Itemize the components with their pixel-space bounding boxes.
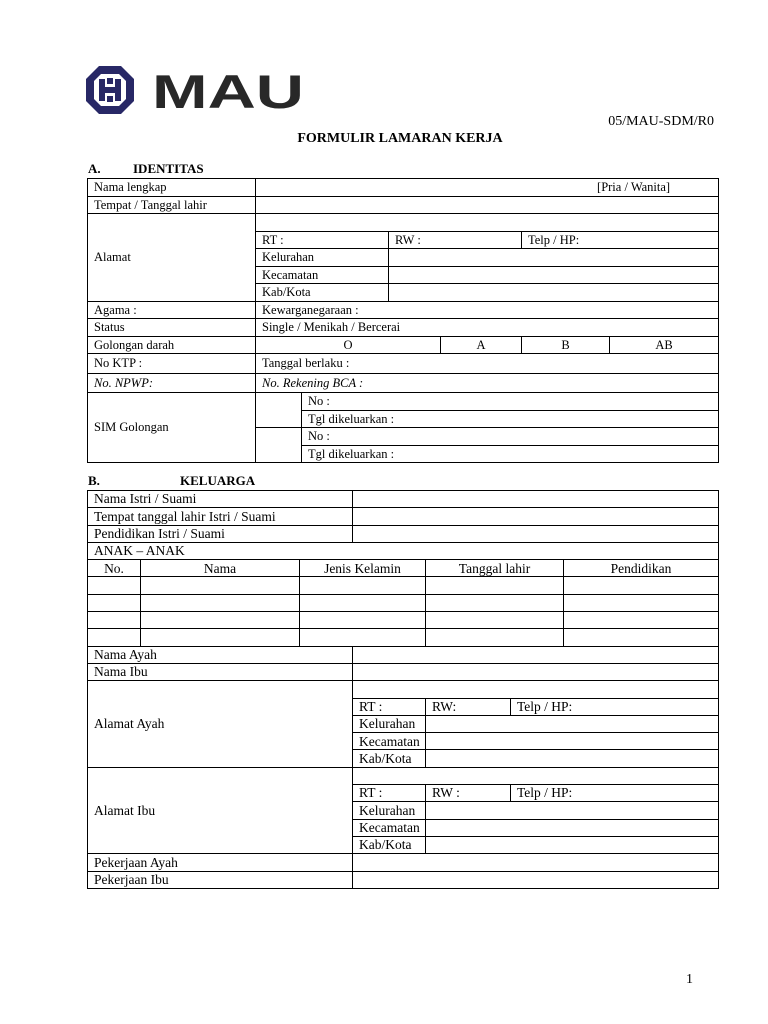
identity-table <box>87 178 719 463</box>
field-rw[interactable]: RW : <box>389 231 522 249</box>
ibu-label-kecamatan: Kecamatan <box>353 819 426 836</box>
section-a-heading <box>88 161 288 177</box>
col-header-nama: Nama <box>141 560 300 577</box>
label-sim-golongan: SIM Golongan <box>88 393 256 463</box>
section-a-title: IDENTITAS <box>133 161 204 176</box>
blood-type-ab[interactable]: AB <box>610 336 719 354</box>
field-agama[interactable]: Agama : <box>88 301 256 319</box>
field-alamat-ibu[interactable] <box>353 767 719 784</box>
document-number: 05/MAU-SDM/R0 <box>608 114 714 129</box>
sim-1-no[interactable]: No : <box>302 393 719 411</box>
field-tanggal-berlaku[interactable]: Tanggal berlaku : <box>256 354 719 374</box>
cell-no[interactable] <box>88 629 141 646</box>
cell-no[interactable] <box>88 612 141 629</box>
form-title: FORMULIR LAMARAN KERJA <box>297 131 503 146</box>
col-header-pendidikan: Pendidikan <box>564 560 719 577</box>
col-header-tanggal-lahir: Tanggal lahir <box>426 560 564 577</box>
field-kab-kota[interactable] <box>389 284 719 302</box>
blood-type-o[interactable]: O <box>256 336 441 354</box>
cell-tanggal-lahir[interactable] <box>426 594 564 611</box>
label-kab-kota: Kab/Kota <box>256 284 389 302</box>
sim-type-2-field[interactable] <box>256 428 302 463</box>
ibu-field-kab-kota[interactable] <box>426 836 719 853</box>
field-kecamatan[interactable] <box>389 266 719 284</box>
field-alamat-ayah[interactable] <box>353 681 719 698</box>
field-no-npwp[interactable]: No. NPWP: <box>88 374 256 393</box>
table-row <box>88 612 719 629</box>
ibu-field-rt[interactable]: RT : <box>353 785 426 802</box>
company-logo <box>86 66 308 116</box>
field-ttl-istri-suami[interactable] <box>353 508 719 525</box>
section-a-number: A. <box>88 161 101 176</box>
label-nama-lengkap: Nama lengkap <box>88 179 256 197</box>
sim-type-1-field[interactable] <box>256 393 302 428</box>
label-kecamatan: Kecamatan <box>256 266 389 284</box>
ibu-field-rw[interactable]: RW : <box>426 785 511 802</box>
cell-pendidikan[interactable] <box>564 577 719 594</box>
label-ttl-istri-suami: Tempat tanggal lahir Istri / Suami <box>88 508 353 525</box>
field-telp[interactable]: Telp / HP: <box>522 231 719 249</box>
sim-2-no[interactable]: No : <box>302 428 719 446</box>
sim-2-tgl[interactable]: Tgl dikeluarkan : <box>302 445 719 463</box>
table-row <box>88 594 719 611</box>
sim-1-tgl[interactable]: Tgl dikeluarkan : <box>302 410 719 428</box>
field-pekerjaan-ibu[interactable] <box>353 871 719 888</box>
label-pekerjaan-ibu: Pekerjaan Ibu <box>88 871 353 888</box>
label-kelurahan: Kelurahan <box>256 249 389 267</box>
ibu-field-kecamatan[interactable] <box>426 819 719 836</box>
ayah-field-kab-kota[interactable] <box>426 750 719 767</box>
cell-tanggal-lahir[interactable] <box>426 612 564 629</box>
cell-jenis-kelamin[interactable] <box>300 577 426 594</box>
section-b-title: KELUARGA <box>180 473 256 488</box>
logo-emblem-icon <box>86 66 134 114</box>
cell-jenis-kelamin[interactable] <box>300 629 426 646</box>
label-anak-anak: ANAK – ANAK <box>88 542 719 559</box>
field-alamat[interactable] <box>256 214 719 232</box>
label-nama-ayah: Nama Ayah <box>88 646 353 663</box>
blood-type-b[interactable]: B <box>522 336 610 354</box>
field-pendidikan-istri-suami[interactable] <box>353 525 719 542</box>
ayah-label-kecamatan: Kecamatan <box>353 733 426 750</box>
label-nama-ibu: Nama Ibu <box>88 663 353 680</box>
gender-field[interactable]: [Pria / Wanita] <box>256 179 719 197</box>
cell-pendidikan[interactable] <box>564 594 719 611</box>
cell-tanggal-lahir[interactable] <box>426 629 564 646</box>
label-tempat-tanggal-lahir: Tempat / Tanggal lahir <box>88 196 256 214</box>
cell-nama[interactable] <box>141 594 300 611</box>
table-row <box>88 629 719 646</box>
ayah-label-kab-kota: Kab/Kota <box>353 750 426 767</box>
label-alamat-ayah: Alamat Ayah <box>88 681 353 767</box>
table-row <box>88 577 719 594</box>
ayah-field-rt[interactable]: RT : <box>353 698 426 715</box>
cell-jenis-kelamin[interactable] <box>300 594 426 611</box>
col-header-jenis-kelamin: Jenis Kelamin <box>300 560 426 577</box>
field-nama-ayah[interactable] <box>353 646 719 663</box>
field-no-ktp[interactable]: No KTP : <box>88 354 256 374</box>
field-no-rekening[interactable]: No. Rekening BCA : <box>256 374 719 393</box>
ayah-field-kecamatan[interactable] <box>426 733 719 750</box>
field-nama-istri-suami[interactable] <box>353 491 719 508</box>
family-table <box>87 490 719 889</box>
ayah-field-telp[interactable]: Telp / HP: <box>511 698 719 715</box>
field-kelurahan[interactable] <box>389 249 719 267</box>
cell-tanggal-lahir[interactable] <box>426 577 564 594</box>
field-pekerjaan-ayah[interactable] <box>353 854 719 871</box>
cell-no[interactable] <box>88 577 141 594</box>
section-b-number: B. <box>88 473 100 488</box>
label-alamat-ibu: Alamat Ibu <box>88 767 353 853</box>
label-status: Status <box>88 319 256 337</box>
field-nama-ibu[interactable] <box>353 663 719 680</box>
page-number: 1 <box>686 972 693 987</box>
ibu-label-kab-kota: Kab/Kota <box>353 836 426 853</box>
field-rt[interactable]: RT : <box>256 231 389 249</box>
cell-nama[interactable] <box>141 629 300 646</box>
ibu-field-telp[interactable]: Telp / HP: <box>511 785 719 802</box>
label-pekerjaan-ayah: Pekerjaan Ayah <box>88 854 353 871</box>
ayah-label-kelurahan: Kelurahan <box>353 715 426 732</box>
col-header-no: No. <box>88 560 141 577</box>
ayah-field-kelurahan[interactable] <box>426 715 719 732</box>
blood-type-a[interactable]: A <box>441 336 522 354</box>
label-pendidikan-istri-suami: Pendidikan Istri / Suami <box>88 525 353 542</box>
ibu-field-kelurahan[interactable] <box>426 802 719 819</box>
ibu-label-kelurahan: Kelurahan <box>353 802 426 819</box>
logo-wordmark: MAU <box>152 66 304 116</box>
cell-pendidikan[interactable] <box>564 629 719 646</box>
cell-pendidikan[interactable] <box>564 612 719 629</box>
label-alamat: Alamat <box>88 214 256 302</box>
section-b-heading <box>88 473 308 489</box>
field-tempat-tanggal-lahir[interactable] <box>256 196 719 214</box>
field-kewarganegaraan[interactable]: Kewarganegaraan : <box>256 301 719 319</box>
cell-jenis-kelamin[interactable] <box>300 612 426 629</box>
cell-nama[interactable] <box>141 612 300 629</box>
label-nama-istri-suami: Nama Istri / Suami <box>88 491 353 508</box>
status-options[interactable]: Single / Menikah / Bercerai <box>256 319 719 337</box>
cell-no[interactable] <box>88 594 141 611</box>
ayah-field-rw[interactable]: RW: <box>426 698 511 715</box>
label-golongan-darah: Golongan darah <box>88 336 256 354</box>
cell-nama[interactable] <box>141 577 300 594</box>
